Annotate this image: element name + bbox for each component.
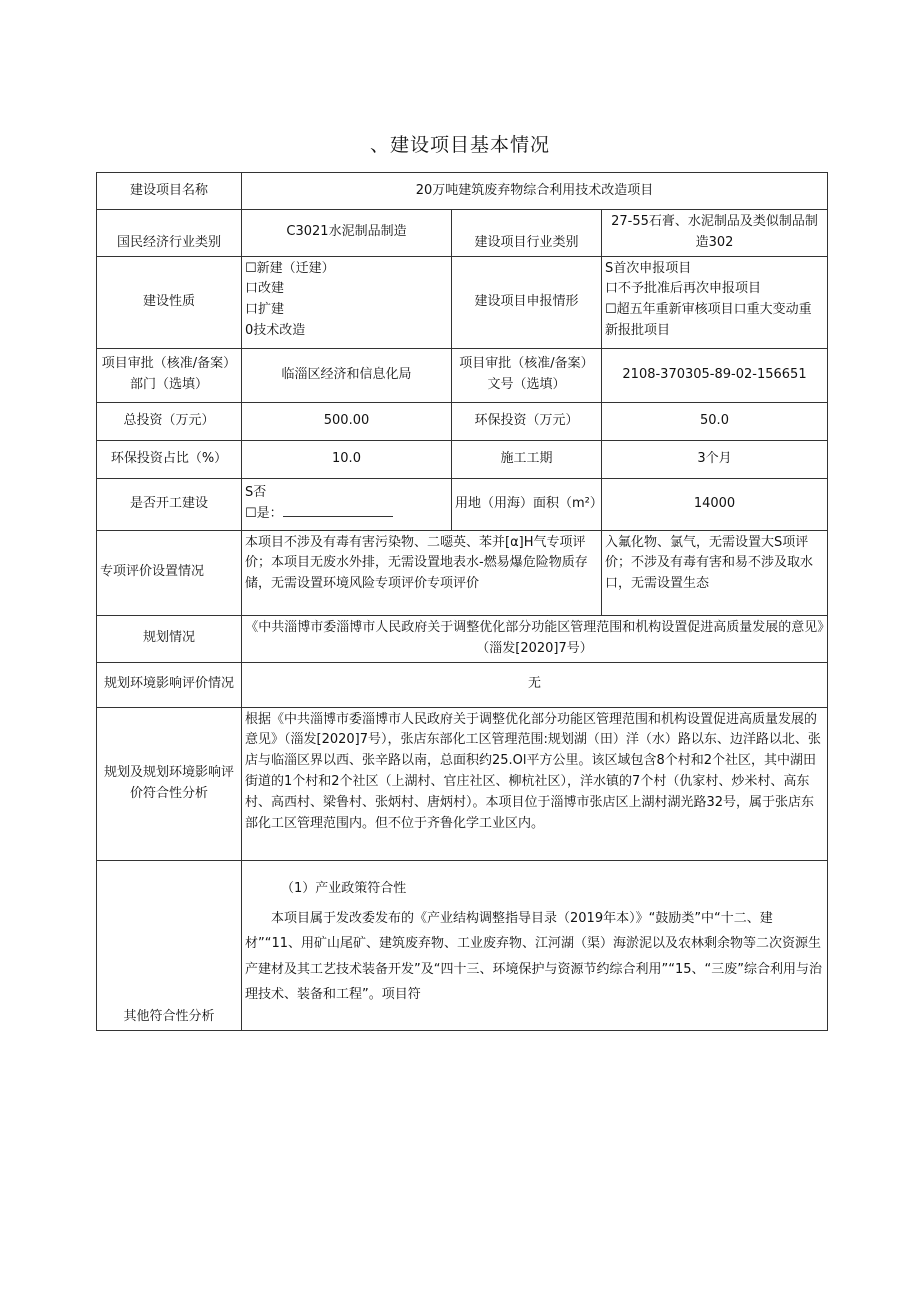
option-rebuild[interactable]: 口改建: [245, 281, 285, 297]
row-plan-env: [97, 662, 828, 707]
label-period: 施工工期: [452, 440, 602, 478]
started-options: [242, 478, 452, 530]
option-tech-upgrade[interactable]: 0技术改造: [245, 322, 306, 338]
other-heading: （1）产业政策符合性: [281, 880, 407, 896]
row-investment: [97, 402, 828, 440]
row-nature: [97, 256, 828, 348]
row-special: [97, 530, 828, 615]
label-plan-conform: 规划及规划环境影响评价符合性分析: [97, 707, 242, 860]
option-yes[interactable]: [245, 504, 448, 525]
project-info-table: [96, 172, 828, 1031]
value-land-area: 14000: [602, 478, 828, 530]
option-yes-label: ☐是：: [245, 506, 283, 522]
value-special-1: 本项目不涉及有毒有害污染物、二噁英、苯并[α]H气专项评价；本项目无废水外排，无需设置地表水-燃易爆危险物质存储，无需设置环境风险专项评价专项评价: [242, 530, 602, 615]
option-redeclare[interactable]: 口不予批准后再次申报项目: [605, 281, 762, 297]
label-other: 其他符合性分析: [97, 860, 242, 1030]
label-declare-type: 建设项目申报情形: [452, 256, 602, 348]
label-env-invest: 环保投资（万元）: [452, 402, 602, 440]
value-approval-dept: 临淄区经济和信息化局: [242, 348, 452, 402]
value-period: 3个月: [602, 440, 828, 478]
row-approval: [97, 348, 828, 402]
value-project-industry: 27-55石膏、水泥制品及类似制品制造302: [602, 210, 828, 257]
option-expand[interactable]: 口扩建: [245, 302, 285, 318]
label-env-ratio: 环保投资占比（%）: [97, 440, 242, 478]
option-first-declare[interactable]: S首次申报项目: [605, 260, 692, 276]
value-plan-env: 无: [242, 662, 828, 707]
value-project-name: 20万吨建筑废弃物综合利用技术改造项目: [242, 173, 828, 210]
label-total-invest: 总投资（万元）: [97, 402, 242, 440]
option-review[interactable]: ☐超五年重新审核项目口重大变动重新报批项目: [605, 302, 812, 338]
label-approval-dept: 项目审批（核准/备案）部门（选填）: [97, 348, 242, 402]
option-new[interactable]: ☐新建（迁建）: [245, 260, 335, 276]
value-approval-no: 2108-370305-89-02-156651: [602, 348, 828, 402]
label-planning: 规划情况: [97, 615, 242, 662]
row-start: [97, 478, 828, 530]
other-paragraph: 本项目属于发改委发布的《产业结构调整指导目录（2019年本）》“鼓励类”中“十二、建材”“11、用矿山尾矿、建筑废弃物、工业废弃物、江河湖（渠）海淤泥以及农林剩余物等二次资源生产建材及其工艺技术装备开发”及“四十三、环境保护与资源节约综合利用”“15、“三废”综合利用与治理技术、装备和工程”。项目符: [245, 910, 822, 1003]
label-project-name: 建设项目名称: [97, 173, 242, 210]
value-env-ratio: 10.0: [242, 440, 452, 478]
value-planning: 《中共淄博市委淄博市人民政府关于调整优化部分功能区管理范围和机构设置促进高质量发展的意见》（淄发[2020]7号）: [242, 615, 828, 662]
label-land-area: 用地（用海）面积（m²）: [452, 478, 602, 530]
label-started: 是否开工建设: [97, 478, 242, 530]
label-industry: 国民经济行业类别: [97, 210, 242, 257]
value-other: [242, 860, 828, 1030]
value-env-invest: 50.0: [602, 402, 828, 440]
label-nature: 建设性质: [97, 256, 242, 348]
yes-blank-field[interactable]: [283, 504, 393, 517]
row-other: [97, 860, 828, 1030]
label-special: 专项评价设置情况: [97, 530, 242, 615]
row-industry: [97, 210, 828, 257]
nature-options: [242, 256, 452, 348]
declare-options: [602, 256, 828, 348]
value-special-2: 入氟化物、氯气，无需设置大S项评价；不涉及有毒有害和易不涉及取水口，无需设置生态: [602, 530, 828, 615]
value-plan-conform: 根据《中共淄博市委淄博市人民政府关于调整优化部分功能区管理范围和机构设置促进高质量发展的意见》（淄发[2020]7号），张店东部化工区管理范围:规划湖（田）洋（水）路以东、边洋路以北、张店与临淄区界以西、张辛路以南，总面积约25.Ol平方公里。该区域包含8个村和2个社区，其中湖田街道的1个村和2个社区（上湖村、官庄社区、柳杭社区），洋水镇的7个村（仇家村、炒米村、高东村、高西村、梁鲁村、张炳村、唐炳村）。本项目位于淄博市张店区上湖村湖光路32号，属于张店东部化工区管理范围内。但不位于齐鲁化学工业区内。: [242, 707, 828, 860]
row-ratio: [97, 440, 828, 478]
value-industry: C3021水泥制品制造: [242, 210, 452, 257]
page-title: 、建设项目基本情况: [369, 134, 550, 156]
row-project-name: [97, 173, 828, 210]
label-approval-no: 项目审批（核准/备案）文号（选填）: [452, 348, 602, 402]
value-total-invest: 500.00: [242, 402, 452, 440]
label-plan-env: 规划环境影响评价情况: [97, 662, 242, 707]
label-project-industry: 建设项目行业类别: [452, 210, 602, 257]
row-planning: [97, 615, 828, 662]
option-no[interactable]: S否: [245, 485, 267, 501]
row-plan-conform: [97, 707, 828, 860]
